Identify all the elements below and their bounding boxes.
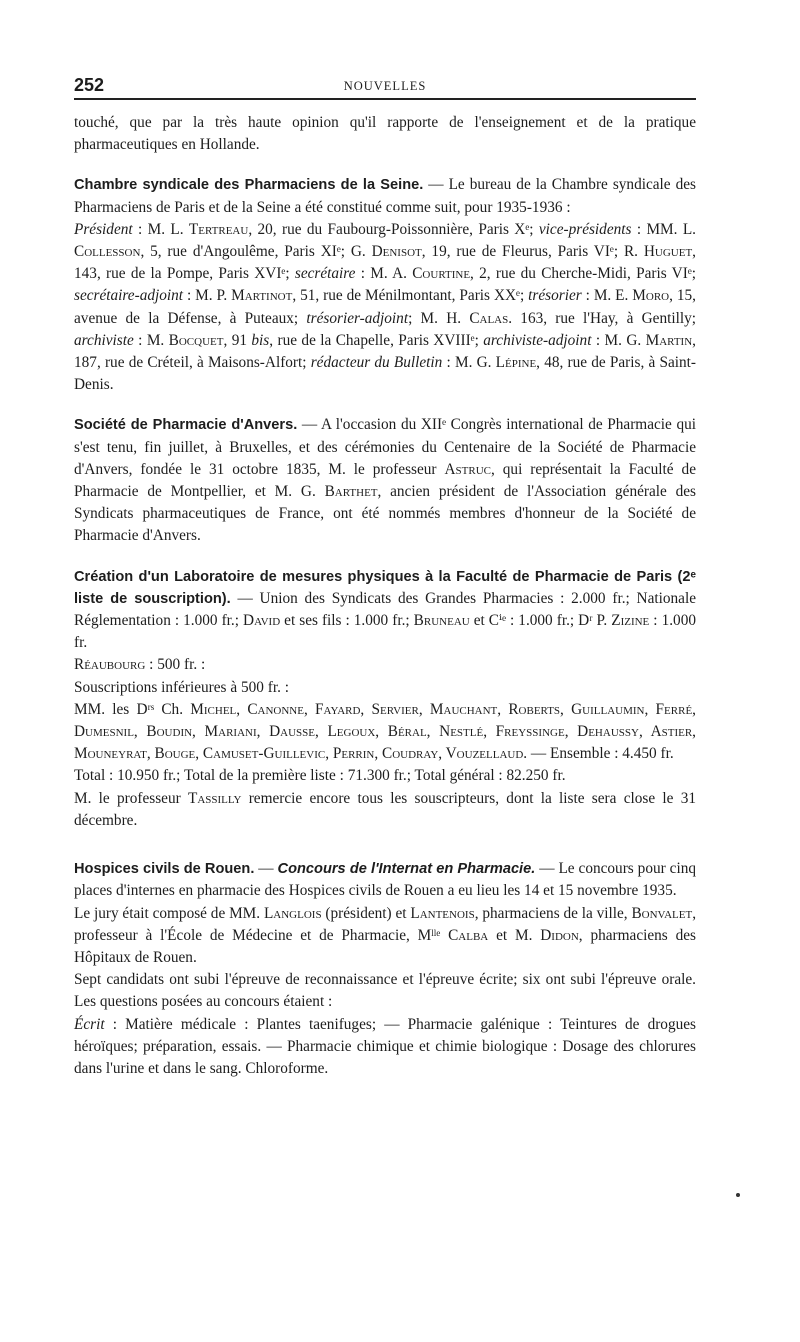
person-name: Tertreau xyxy=(188,220,249,238)
text-run: , professeur à l'École de Médecine et de Pharmacie, Mˡˡᵉ xyxy=(74,904,697,944)
souscriptions-inferieures: Souscriptions inférieures à 500 fr. : xyxy=(74,678,289,696)
text-run: bis xyxy=(251,331,270,349)
person-name: Lantenois xyxy=(410,904,475,922)
text-run: : M. P. xyxy=(183,287,232,305)
section-creation-laboratoire xyxy=(74,566,696,832)
role-label: trésorier xyxy=(528,287,582,305)
creation-paragraph xyxy=(74,566,696,655)
text-run: : 500 fr. : xyxy=(145,656,206,674)
section-hospices-rouen xyxy=(74,858,696,1080)
text-run: , 143, rue de la Pompe, Paris XVIᵉ; xyxy=(74,243,696,283)
text-run: . 163, rue l'Hay, à Gentilly; xyxy=(508,309,696,327)
margin-mark xyxy=(736,1193,740,1197)
text-run: (président) et xyxy=(321,904,411,922)
text-run: : M. A. xyxy=(355,265,413,283)
person-name: Moro xyxy=(632,287,670,305)
text-run: ; M. H. xyxy=(408,309,470,327)
role-label: secrétaire xyxy=(294,265,356,283)
person-name: Astruc xyxy=(444,460,491,478)
role-label: Président xyxy=(74,220,133,238)
subscriber-names: Michel, Canonne, Fayard, Servier, Mauchant, Roberts, Guillaumin, Ferré, Dumesnil, Boudin, Mariani, Dausse, Legoux, Béral, Nestlé, Freyssinge, Dehaussy, Astier, Mouneyrat, Bouge, Camuset-Guillevic, Perrin, Coudray, Vouzellaud. xyxy=(74,700,696,763)
text-run: , 51, rue de Ménilmontant, Paris XXᵉ; xyxy=(292,287,529,305)
running-title: NOUVELLES xyxy=(343,79,427,93)
text-run: et Cⁱᵉ : 1.000 fr.; Dʳ P. xyxy=(469,612,612,630)
text-run: Le jury était composé de MM. xyxy=(74,904,264,922)
reaubourg-line xyxy=(74,654,696,676)
hospices-lead-paragraph xyxy=(74,858,696,902)
text-run: et M. xyxy=(488,926,541,944)
role-label: rédacteur du Bulletin xyxy=(310,354,443,372)
person-name: Collesson xyxy=(74,243,141,261)
person-name: Langlois xyxy=(263,904,322,922)
role-label: vice-présidents xyxy=(538,220,632,238)
text-run: remercie encore tous les souscripteurs, dont la liste sera close le 31 décembre. xyxy=(74,789,696,829)
chambre-lead-paragraph xyxy=(74,174,696,218)
page-header xyxy=(74,70,696,100)
person-name: Tassilly xyxy=(187,789,242,807)
page-number: 252 xyxy=(74,75,105,95)
role-label: secrétaire-adjoint xyxy=(74,287,184,305)
person-name: Zizine xyxy=(611,612,650,630)
text-run: , 20, rue du Faubourg-Poissonnière, Paris Xᵉ; xyxy=(248,220,539,238)
role-label: archiviste xyxy=(74,331,134,349)
candidats-paragraph: Sept candidats ont subi l'épreuve de reconnaissance et l'épreuve écrite; six ont subi l'épreuve orale. Les questions posées au concours étaient : xyxy=(74,971,696,1011)
document-page xyxy=(74,70,696,1080)
person-name: Barthet xyxy=(324,483,378,501)
text-run: — A l'occasion du XIIᵉ Congrès international de Pharmacie qui s'est tenu, fin juillet, à Bruxelles, et des cérémonies du Centenaire de la Société de Pharmacie d'Anvers, fondée le 31 octobre 1835, M. le professeur xyxy=(74,416,696,478)
text-run: , rue de la Chapelle, Paris XVIIIᵉ; xyxy=(269,331,484,349)
ecrit-label: Écrit xyxy=(74,1015,105,1033)
text-run: , ancien président de l'Association générale des Syndicats pharmaceutiques de France, ont été nommés membres d'honneur de la Société de Pharmacie d'Anvers. xyxy=(74,483,696,545)
text-run: : M. G. xyxy=(591,331,646,349)
text-run: , 48, rue de Paris, à Saint-Denis. xyxy=(74,354,697,394)
text-run: — Le concours pour cinq places d'internes en pharmacie des Hospices civils de Rouen a eu lieu les 14 et 15 novembre 1935. xyxy=(74,860,696,900)
text-run: : M. G. xyxy=(442,354,496,372)
person-name: David xyxy=(243,612,281,630)
person-name: Bruneau xyxy=(413,612,470,630)
text-run: — xyxy=(254,860,278,878)
thanks-paragraph xyxy=(74,788,696,832)
person-name: Bocquet xyxy=(168,331,224,349)
text-run: , 91 xyxy=(223,331,252,349)
text-run: — Union des Syndicats des Grandes Pharmacies : 2.000 fr.; Nationale Réglementation : 1.000 fr.; xyxy=(74,589,696,630)
ecrit-paragraph xyxy=(74,1014,696,1081)
person-name: Réaubourg xyxy=(74,656,146,674)
person-name: Martin xyxy=(645,331,693,349)
text-run: : M. xyxy=(133,331,169,349)
header-rule xyxy=(74,98,696,100)
text-run: : MM. L. xyxy=(631,220,697,238)
subscribers-list xyxy=(74,699,696,766)
anvers-paragraph xyxy=(74,414,696,547)
text-run: , 187, rue de Créteil, à Maisons-Alfort; xyxy=(74,331,696,372)
jury-paragraph xyxy=(74,903,696,970)
section-subheading: Concours de l'Internat en Pharmacie. xyxy=(277,861,536,878)
text-run: MM. les Dʳˢ Ch. xyxy=(74,700,191,718)
text-run: , 2, rue du Cherche-Midi, Paris VIᵉ; xyxy=(470,265,696,283)
text-run: , pharmaciens des Hôpitaux de Rouen. xyxy=(74,926,696,966)
section-societe-anvers xyxy=(74,414,696,547)
totals-line: Total : 10.950 fr.; Total de la première liste : 71.300 fr.; Total général : 82.250 fr. xyxy=(74,767,566,785)
text-run: , 5, rue d'Angoulême, Paris XIᵉ; G. xyxy=(140,243,372,261)
person-name: Calba xyxy=(448,926,489,944)
text-run: — Ensemble : 4.450 fr. xyxy=(527,745,674,763)
intro-paragraph: touché, que par la très haute opinion qu'il rapporte de l'enseignement et de la pratique pharmaceutiques en Hollande. xyxy=(74,114,696,154)
text-run: et ses fils : 1.000 fr.; xyxy=(280,612,414,630)
chambre-officers-paragraph xyxy=(74,219,696,397)
text-run: , pharmaciens de la ville, xyxy=(474,904,632,922)
paragraph-text: — Le bureau de la Chambre syndicale des Pharmaciens de Paris et de la Seine a été constitué comme suit, pour 1935-1936 : xyxy=(74,176,696,216)
text-run: : 1.000 fr. xyxy=(74,612,696,652)
person-name: Bonvalet xyxy=(631,904,693,922)
person-name: Denisot xyxy=(371,243,422,261)
person-name: Courtine xyxy=(412,265,471,283)
role-label: trésorier-adjoint xyxy=(306,309,409,327)
role-label: archiviste-adjoint xyxy=(483,331,592,349)
text-run: , qui représentait la Faculté de Pharmacie de Montpellier, et M. G. xyxy=(74,460,696,501)
text-run: M. le professeur xyxy=(74,789,188,807)
section-chambre-syndicale xyxy=(74,174,696,396)
text-run: : Matière médicale : Plantes taenifuges; — Pharmacie galénique : Teintures de drogues héroïques; préparation, essais. — Pharmacie chimique et chimie biologique : Dosage des chlorures dans l'urine et dans le sang. Chloroforme. xyxy=(74,1015,696,1077)
person-name: Lépine xyxy=(495,354,537,372)
person-name: Huguet xyxy=(643,243,693,261)
section-heading: Chambre syndicale des Pharmaciens de la Seine. xyxy=(74,177,424,194)
person-name: Calas xyxy=(469,309,509,327)
text-run: , 19, rue de Fleurus, Paris VIᵉ; R. xyxy=(421,243,644,261)
section-heading: Société de Pharmacie d'Anvers. xyxy=(74,417,298,434)
text-run: : M. L. xyxy=(132,220,189,238)
section-heading: Hospices civils de Rouen. xyxy=(74,861,255,878)
text-run: , 15, avenue de la Défense, à Puteaux; xyxy=(74,287,697,327)
person-name: Martinot xyxy=(231,287,293,305)
text-run: : M. E. xyxy=(581,287,633,305)
section-heading: Création d'un Laboratoire de mesures physiques à la Faculté de Pharmacie de Paris (2ᵉ liste de souscription). xyxy=(74,568,696,607)
person-name: Didon xyxy=(540,926,579,944)
